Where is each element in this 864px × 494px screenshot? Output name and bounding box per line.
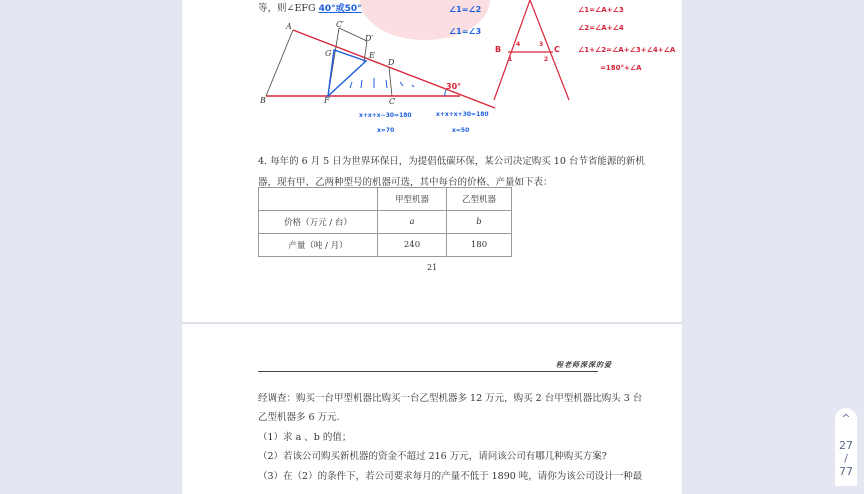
page-header-rule (258, 371, 598, 372)
tri-label-b: B (495, 45, 502, 54)
table-cell: 价格（万元 / 台） (259, 211, 378, 234)
note-equation-left: x+x+x−30=180 (359, 112, 412, 119)
label-e: E (369, 51, 375, 60)
label-g: G (325, 49, 332, 58)
problem-line: （2）若该公司购买新机器的资金不超过 216 万元，请问该公司有哪几种购买方案? (258, 451, 607, 462)
question-4-line1: 4. 每年的 6 月 5 日为世界环保日，为提倡低碳环保，某公司决定购买 10 台节省能源的新机 (258, 156, 645, 167)
tri-note-2: ∠2=∠A+∠4 (578, 24, 624, 32)
tri-note-4: =180°+∠A (600, 64, 642, 72)
current-page: 27 (839, 439, 853, 452)
label-f: F (324, 96, 330, 105)
page-separator: / (844, 452, 848, 465)
table-cell: 180 (447, 234, 512, 257)
problem-line: 经调查：购买一台甲型机器比购买一台乙型机器多 12 万元，购买 2 台甲型机器比购头 3 台 (258, 393, 643, 404)
angle-30-label: 30° (446, 82, 462, 91)
page-header-brand: 程老师深深的爱 (556, 360, 612, 369)
table-header-row (259, 188, 512, 211)
label-a: A (286, 22, 292, 31)
label-d: D (388, 58, 395, 67)
note-eq2: ∠1=∠3 (449, 27, 482, 36)
tri-label-c: C (554, 45, 560, 54)
table-header-cell: 甲型机器 (378, 188, 447, 211)
table-cell: b (447, 211, 512, 234)
table-row (259, 211, 512, 234)
question-3-tail (258, 0, 362, 14)
label-b: B (260, 96, 266, 105)
table-cell: 产量（吨 / 月） (259, 234, 378, 257)
tri-angle-1: 1 (508, 56, 513, 63)
problem-line: （1）求 a 、b 的值； (258, 432, 352, 443)
question-text: 等，则∠EFG (258, 3, 316, 14)
table-cell: 240 (378, 234, 447, 257)
table-header-cell: 乙型机器 (447, 188, 512, 211)
chevron-up-icon[interactable]: ^ (841, 412, 851, 425)
tri-note-1: ∠1=∠A+∠3 (578, 6, 624, 14)
triangle-sketch (490, 0, 580, 105)
table-cell: a (378, 211, 447, 234)
tri-angle-4: 4 (516, 41, 521, 48)
note-result-left: x=70 (377, 127, 395, 134)
handwritten-answer: 40°或50° (318, 4, 362, 14)
table-header-cell (259, 188, 378, 211)
note-equation-right: x+x+x+30=180 (436, 111, 489, 118)
page-number: 21 (427, 263, 438, 272)
machine-spec-table (258, 187, 512, 257)
label-c: C (389, 97, 396, 106)
problem-line: 乙型机器多 6 万元. (258, 412, 340, 423)
label-c-prime: C′ (336, 20, 344, 29)
total-pages: 77 (839, 465, 853, 478)
tri-angle-2: 2 (544, 56, 549, 63)
page-indicator[interactable] (835, 408, 857, 486)
table-row (259, 234, 512, 257)
tri-note-3: ∠1+∠2=∠A+∠3+∠4+∠A (578, 46, 676, 54)
note-result-right: x=50 (452, 127, 470, 134)
problem-line: （3）在（2）的条件下，若公司要求每月的产量不低于 1890 吨，请你为该公司设计一种最 (258, 471, 643, 482)
note-eq1: ∠1=∠2 (449, 5, 482, 14)
question-4-line2: 器，现有甲、乙两种型号的机器可选，其中每台的价格、产量如下表： (258, 177, 553, 188)
label-d-prime: D′ (365, 34, 374, 43)
tri-angle-3: 3 (539, 41, 544, 48)
